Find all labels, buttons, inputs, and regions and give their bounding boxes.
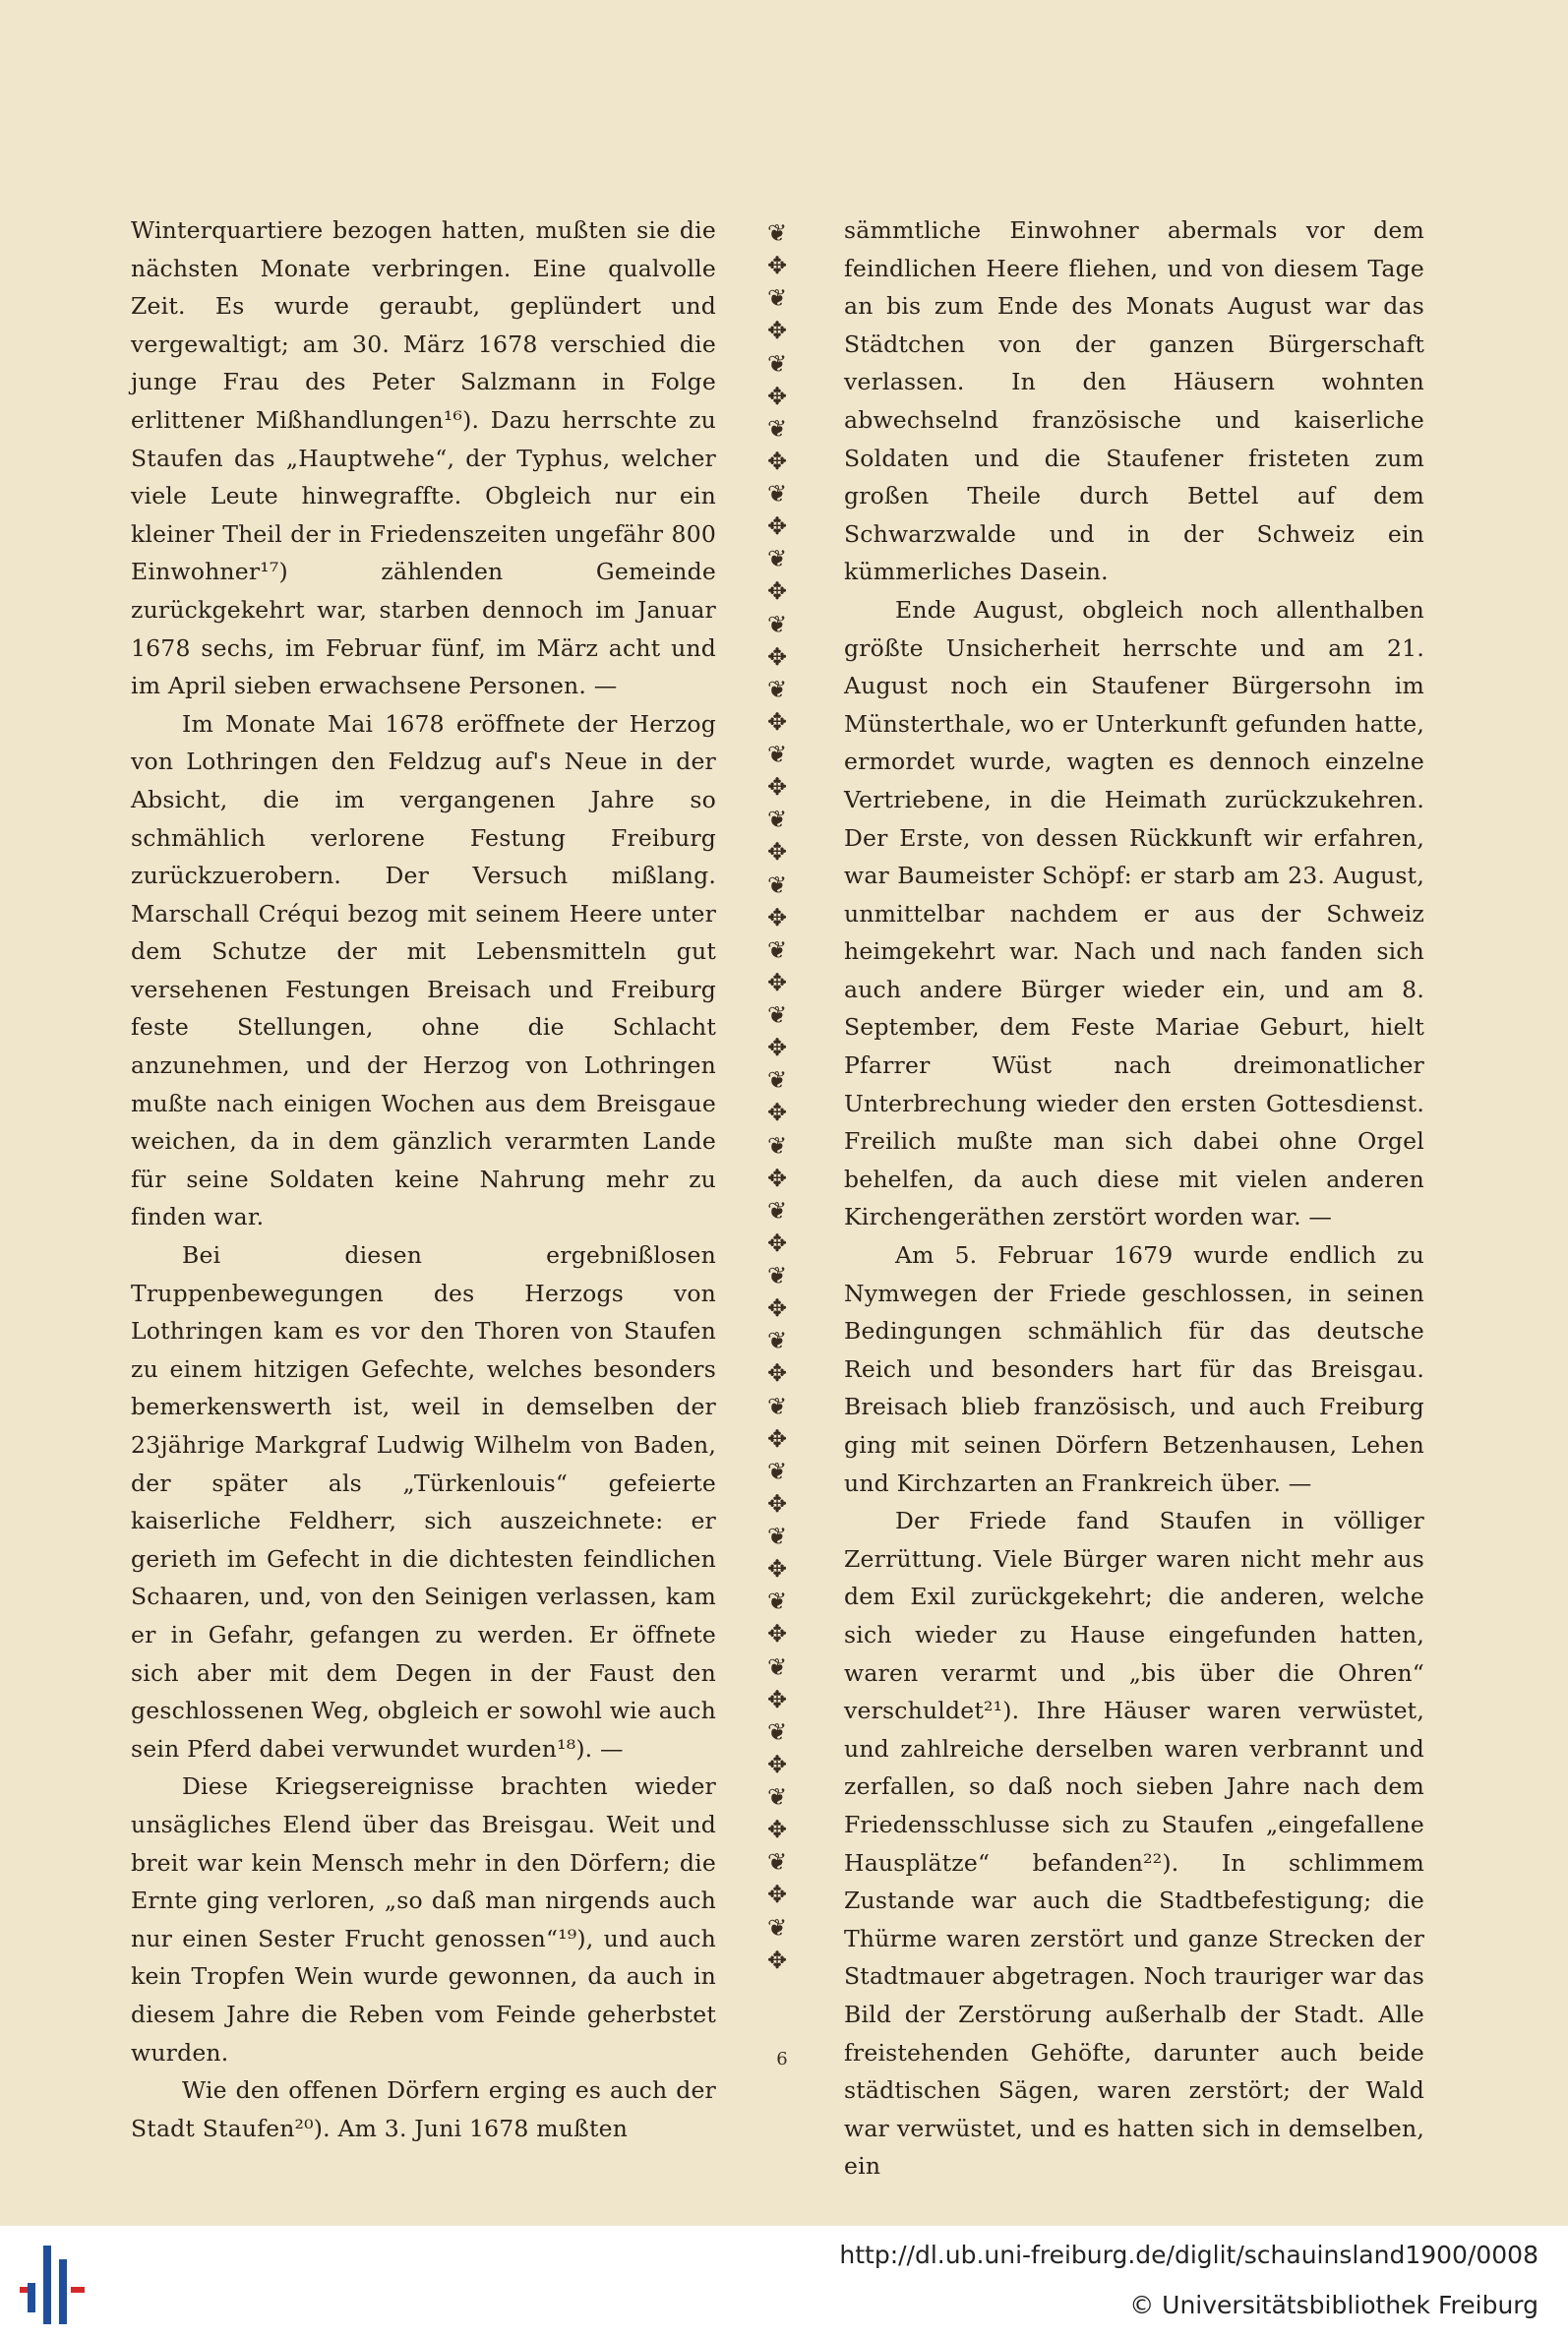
ornament-icon: ❦: [766, 675, 788, 703]
ornament-icon: ❦: [766, 741, 788, 768]
ornament-icon: ❦: [766, 1001, 788, 1029]
ornament-icon: ❦: [766, 1848, 788, 1877]
ornament-icon: ✥: [766, 773, 788, 802]
paragraph: Wie den offenen Dörfern erging es auch der Stadt Staufen²⁰). Am 3. Juni 1678 mußten: [131, 2076, 716, 2142]
ornament-icon: ✥: [766, 512, 788, 541]
ornament-icon: ❦: [766, 1652, 788, 1681]
ornament-icon: ❦: [766, 1262, 788, 1289]
ornament-icon: ✥: [766, 1294, 788, 1323]
paragraph: sämmtliche Einwohner abermals vor dem feindlichen Heere fliehen, und von diesem Tage an bis zum Ende des Monats August war das Städtchen von der ganzen Bürgerschaft verlassen. In den Häusern wohnten abwechselnd französische und kaiserliche Soldaten und die Staufener fristeten zum großen Theile durch Bettel auf dem Schwarzwalde und in der Schweiz ein kümmerliches Dasein.: [844, 216, 1424, 586]
paragraph: Diese Kriegsereignisse brachten wieder unsägliches Elend über das Breisgau. Weit und breit war kein Mensch mehr in den Dörfern; die Ernte ging verloren, „so daß man nirgends auch nur einen Sester Frucht genossen“¹⁹), und auch kein Tropfen Wein wurde gewonnen, da auch in diesem Jahre die Reben vom Feinde geherbstet wurden.: [131, 1772, 716, 2067]
ornament-icon: ✥: [766, 577, 788, 606]
ornament-icon: ❦: [766, 349, 788, 378]
ornament-icon: ❦: [766, 1523, 788, 1550]
library-logo-icon: [20, 2246, 98, 2324]
ornament-icon: ❦: [766, 1783, 788, 1811]
ornament-icon: ❦: [766, 1457, 788, 1485]
decorative-column-border: [758, 221, 796, 1972]
ornament-icon: ❦: [766, 1717, 788, 1746]
ornament-icon: ✥: [766, 1229, 788, 1257]
ornament-icon: ✥: [766, 968, 788, 996]
ornament-icon: ✥: [766, 838, 788, 867]
left-text-column: [131, 211, 716, 2147]
paragraph: Der Friede fand Staufen in völliger Zerrüttung. Viele Bürger waren nicht mehr aus dem Exil zurückgekehrt; die anderen, welche sich wieder zu Hause eingefunden hatten, waren verarmt und „bis über die Ohren“ verschuldet²¹). Ihre Häuser waren verwüstet, und zahlreiche derselben waren verbrannt und zerfallen, so daß noch sieben Jahre nach dem Friedensschlusse sich zu Staufen „eingefallene Hausplätze“ befanden²²). In schlimmem Zustande war auch die Stadtbefestigung; die Thürme waren zerstört und ganze Strecken der Stadtmauer abgetragen. Noch trauriger war das Bild der Zerstörung außerhalb der Stadt. Alle freistehenden Gehöfte, darunter auch beide städtischen Sägen, waren zerstört; der Wald war verwüstet, und es hatten sich in demselben, ein: [844, 1507, 1424, 2181]
paragraph: Am 5. Februar 1679 wurde endlich zu Nymwegen der Friede geschlossen, in seinen Bedingungen schmählich für das deutsche Reich und besonders hart für das Breisgau. Breisach blieb französisch, und auch Freiburg ging mit seinen Dörfern Betzenhausen, Lehen und Kirchzarten an Frankreich über. —: [844, 1241, 1424, 1497]
ornament-icon: ✥: [766, 382, 788, 410]
ornament-icon: ✥: [766, 1099, 788, 1127]
ornament-icon: ✥: [766, 447, 788, 475]
ornament-icon: ✥: [766, 642, 788, 671]
ornament-icon: ❦: [766, 1913, 788, 1942]
page-number: 6: [776, 2049, 788, 2069]
ornament-icon: ✥: [766, 1489, 788, 1518]
ornament-icon: ✥: [766, 317, 788, 345]
paragraph: Bei diesen ergebnißlosen Truppenbewegungen des Herzogs von Lothringen kam es vor den Thoren von Staufen zu einem hitzigen Gefechte, welches besonders bemerkenswerth ist, weil in demselben der 23jährige Markgraf Ludwig Wilhelm von Baden, der später als „Türkenlouis“ gefeierte kaiserliche Feldherr, sich auszeichnete: er gerieth im Gefecht in die dichtesten feindlichen Schaaren, und, von den Seinigen verlassen, kam er in Gefahr, gefangen zu werden. Er öffnete sich aber mit dem Degen in der Faust den geschlossenen Weg, obgleich er sowohl wie auch sein Pferd dabei verwundet wurden¹⁸). —: [131, 1241, 716, 1763]
ornament-icon: ❦: [766, 870, 788, 899]
ornament-icon: ✥: [766, 1946, 788, 1974]
ornament-icon: ✥: [766, 903, 788, 931]
ornament-icon: ❦: [766, 414, 788, 443]
ornament-icon: ✥: [766, 252, 788, 280]
ornament-icon: ❦: [766, 1327, 788, 1355]
ornament-icon: ❦: [766, 1131, 788, 1160]
paragraph: Winterquartiere bezogen hatten, mußten sie die nächsten Monate verbringen. Eine qualvolle Zeit. Es wurde geraubt, geplündert und vergewaltigt; am 30. März 1678 verschied die junge Frau des Peter Salzmann in Folge erlittener Mißhandlungen¹⁶). Dazu herrschte zu Staufen das „Hauptwehe“, der Typhus, welcher viele Leute hinwegraffte. Obgleich nur ein kleiner Theil der in Friedenszeiten ungefähr 800 Einwohner¹⁷) zählenden Gemeinde zurückgekehrt war, starben dennoch im Januar 1678 sechs, im Februar fünf, im März acht und im April sieben erwachsene Personen. —: [131, 216, 716, 700]
ornament-icon: ✥: [766, 1620, 788, 1649]
ornament-icon: ❦: [766, 935, 788, 964]
ornament-icon: ✥: [766, 1164, 788, 1192]
ornament-icon: ❦: [766, 1196, 788, 1225]
ornament-icon: ✥: [766, 1685, 788, 1713]
source-url-link[interactable]: http://dl.ub.uni-freiburg.de/diglit/schauinsland1900/0008: [839, 2241, 1538, 2269]
ornament-icon: ❦: [766, 1588, 788, 1616]
ornament-icon: ✥: [766, 1555, 788, 1584]
ornament-icon: ❦: [766, 480, 788, 508]
right-text-column: [844, 211, 1424, 2186]
ornament-icon: ✥: [766, 1424, 788, 1453]
ornament-icon: ✥: [766, 1881, 788, 1909]
ornament-icon: ❦: [766, 284, 788, 313]
paragraph: Ende August, obgleich noch allenthalben größte Unsicherheit herrschte und am 21. August noch ein Staufener Bürgersohn im Münsterthale, wo er Unterkunft gefunden hatte, ermordet wurde, wagten es dennoch einzelne Vertriebene, in die Heimath zurückzukehren. Der Erste, von dessen Rückkunft wir erfahren, war Baumeister Schöpf: er starb am 23. August, unmittelbar nachdem er aus der Schweiz heimgekehrt war. Nach und nach fanden sich auch andere Bürger wieder ein, und am 8. September, dem Feste Mariae Geburt, hielt Pfarrer Wüst nach dreimonatlicher Unterbrechung wieder den ersten Gottesdienst. Freilich mußte man sich dabei ohne Orgel behelfen, da auch diese mit vielen anderen Kirchengeräthen zerstört worden war. —: [844, 595, 1424, 1231]
copyright-notice: © Universitätsbibliothek Freiburg: [1129, 2291, 1538, 2319]
ornament-icon: ❦: [766, 1392, 788, 1420]
ornament-icon: ✥: [766, 1034, 788, 1062]
library-footer: [0, 2226, 1568, 2338]
ornament-icon: ✥: [766, 1359, 788, 1388]
ornament-icon: ✥: [766, 1750, 788, 1778]
ornament-icon: ❦: [766, 545, 788, 573]
ornament-icon: ❦: [766, 219, 788, 247]
ornament-icon: ❦: [766, 806, 788, 834]
ornament-icon: ✥: [766, 707, 788, 736]
ornament-icon: ❦: [766, 610, 788, 638]
ornament-icon: ✥: [766, 1816, 788, 1844]
paragraph: Im Monate Mai 1678 eröffnete der Herzog von Lothringen den Feldzug auf's Neue in der Absicht, die im vergangenen Jahre so schmählich verlorene Festung Freiburg zurückzuerobern. Der Versuch mißlang. Marschall Créqui bezog mit seinem Heere unter dem Schutze der mit Lebensmitteln gut versehenen Festungen Breisach und Freiburg feste Stellungen, ohne die Schlacht anzunehmen, und der Herzog von Lothringen mußte nach einigen Wochen aus dem Breisgaue weichen, da in dem gänzlich verarmten Lande für seine Soldaten keine Nahrung mehr zu finden war.: [131, 709, 716, 1231]
ornament-icon: ❦: [766, 1066, 788, 1095]
